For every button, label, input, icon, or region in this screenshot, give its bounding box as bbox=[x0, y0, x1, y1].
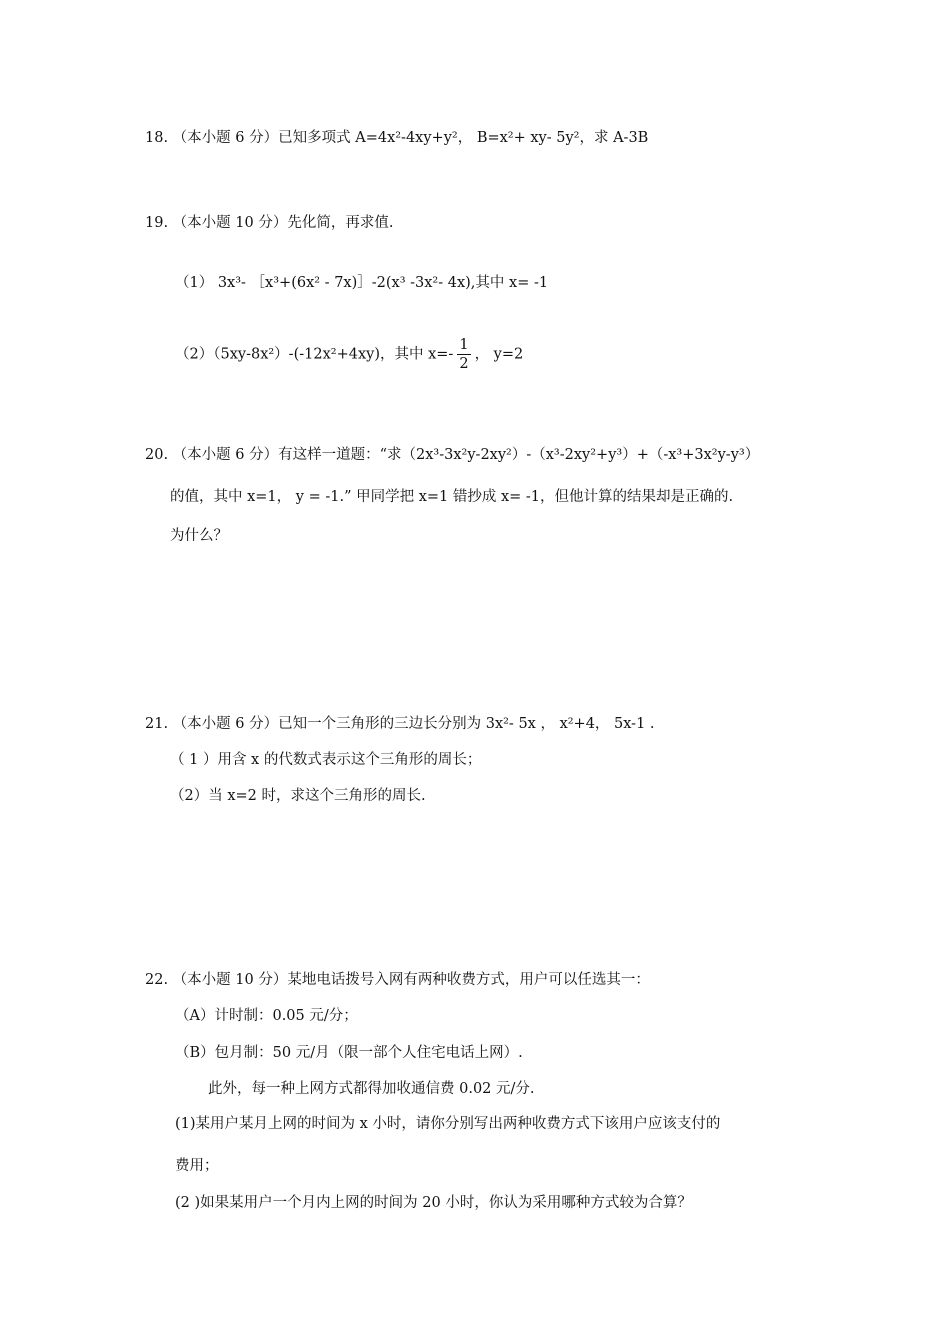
question-21-part-2: （2）当 x=2 时，求这个三角形的周长. bbox=[170, 788, 426, 804]
question-19: 19. （本小题 10 分）先化简，再求值. bbox=[145, 215, 394, 231]
question-22-part-2: (2 )如果某用户一个月内上网的时间为 20 小时，你认为采用哪种方式较为合算？ bbox=[175, 1195, 692, 1211]
question-18: 18. （本小题 6 分）已知多项式 A=4x²-4xy+y²， B=x²+ xy- 5y²，求 A-3B bbox=[145, 130, 649, 146]
question-20-line-1: 20. （本小题 6 分）有这样一道题：“求（2x³-3x²y-2xy²）-（x³-2xy²+y³）+（-x³+3x²y-y³） bbox=[145, 447, 760, 463]
question-20-line-2: 的值，其中 x=1， y = -1.” 甲同学把 x=1 错抄成 x= -1，但他计算的结果却是正确的. bbox=[170, 489, 734, 505]
question-19-part-1: （1） 3x³- ［x³+(6x² - 7x)］-2(x³ -3x²- 4x),其中 x= -1 bbox=[175, 275, 549, 291]
question-19-part-2-y-value: ， y=2 bbox=[474, 346, 524, 363]
question-22-option-b: （B）包月制：50 元/月（限一部个人住宅电话上网）. bbox=[175, 1045, 523, 1061]
question-20-line-3: 为什么？ bbox=[170, 528, 228, 544]
question-22-extra-note: 此外，每一种上网方式都得加收通信费 0.02 元/分. bbox=[208, 1081, 535, 1097]
question-22: 22. （本小题 10 分）某地电话拨号入网有两种收费方式，用户可以任选其一： bbox=[145, 972, 650, 988]
fraction-one-half bbox=[457, 336, 470, 373]
question-21: 21. （本小题 6 分）已知一个三角形的三边长分别为 3x²- 5x ， x²+4， 5x-1 . bbox=[145, 716, 655, 732]
question-22-part-1-line-1: (1)某用户某月上网的时间为 x 小时，请你分别写出两种收费方式下该用户应该支付的 bbox=[175, 1116, 721, 1132]
question-21-part-1: （ 1 ）用含 x 的代数式表示这个三角形的周长； bbox=[170, 752, 482, 768]
fraction-numerator: 1 bbox=[459, 337, 469, 353]
fraction-denominator: 2 bbox=[459, 356, 469, 372]
question-22-part-1-line-2: 费用； bbox=[175, 1158, 219, 1174]
question-19-part-2-expression: （2）（5xy-8x²）-(-12x²+4xy)，其中 x=- bbox=[175, 346, 454, 363]
question-19-part-2 bbox=[175, 336, 523, 373]
question-22-option-a: （A）计时制：0.05 元/分； bbox=[175, 1008, 358, 1024]
